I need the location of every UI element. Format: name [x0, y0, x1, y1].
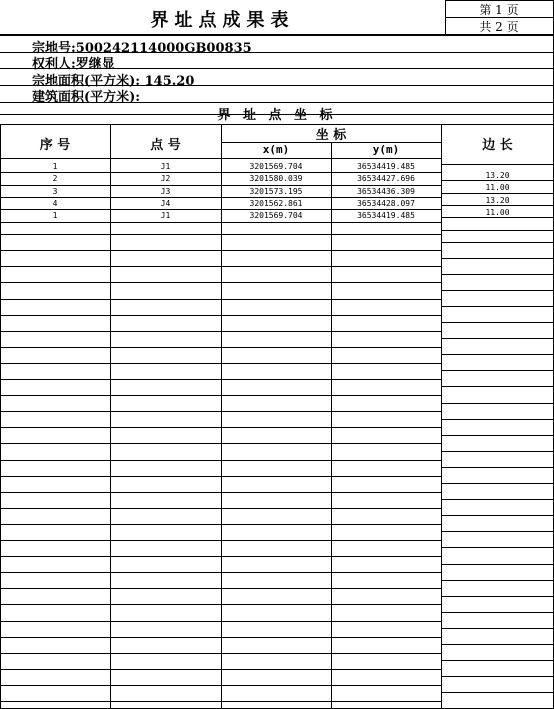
cell-point: J3 — [160, 186, 171, 196]
cell-point: J4 — [160, 198, 171, 208]
section-title: 界 址 点 坐 标 — [217, 108, 337, 123]
page-current: 第 1 页 — [479, 3, 519, 17]
grid-line — [0, 363, 441, 364]
grid-line — [0, 588, 441, 589]
grid-line — [0, 315, 441, 316]
grid-line — [0, 653, 441, 654]
grid-line — [441, 274, 554, 275]
grid-line — [441, 660, 554, 661]
cell-y: 36534428.097 — [357, 198, 415, 208]
header-x: x(m) — [262, 143, 290, 156]
grid-line — [0, 234, 441, 235]
grid-line — [0, 460, 441, 461]
grid-line — [441, 580, 554, 581]
grid-line — [0, 114, 554, 115]
grid-line — [0, 701, 441, 702]
grid-line — [441, 370, 554, 371]
grid-line — [0, 172, 441, 173]
header-seq: 序 号 — [39, 138, 71, 153]
cell-x: 3201569.704 — [249, 211, 303, 221]
grid-line — [441, 564, 554, 565]
cell-y: 36534419.485 — [357, 162, 415, 171]
grid-line — [441, 499, 554, 500]
cell-seq: 1 — [52, 211, 58, 221]
cell-x: 3201562.861 — [249, 198, 303, 208]
grid-line — [441, 124, 442, 709]
cell-y: 36534419.485 — [357, 211, 415, 221]
grid-line — [0, 102, 554, 103]
grid-line — [441, 258, 554, 259]
grid-line — [0, 299, 441, 300]
parcel-number: 宗地号:500242114000GB00835 — [32, 41, 252, 56]
grid-line — [441, 451, 554, 452]
grid-line — [441, 676, 554, 677]
grid-line — [441, 322, 554, 323]
cell-point: J2 — [160, 174, 171, 184]
cell-x: 3201580.039 — [249, 174, 303, 184]
grid-line — [441, 164, 554, 165]
cell-y: 36534427.696 — [357, 174, 415, 184]
grid-line — [441, 547, 554, 548]
grid-line — [0, 52, 554, 53]
grid-line — [0, 185, 441, 186]
cell-side-length: 13.20 — [485, 195, 510, 205]
grid-line — [441, 354, 554, 355]
cell-x: 3201573.195 — [249, 186, 303, 196]
grid-line — [0, 331, 441, 332]
grid-line — [0, 427, 441, 428]
grid-line — [0, 476, 441, 477]
grid-line — [0, 443, 441, 444]
grid-line — [441, 193, 554, 194]
grid-line — [0, 379, 441, 380]
grid-line — [441, 338, 554, 339]
grid-line — [441, 483, 554, 484]
header-y: y(m) — [372, 143, 400, 156]
grid-line — [441, 467, 554, 468]
cell-side-length: 11.00 — [485, 207, 510, 217]
page-total: 共 2 页 — [479, 20, 519, 34]
grid-line — [441, 692, 554, 693]
grid-line — [441, 217, 554, 218]
grid-line — [441, 435, 554, 436]
grid-line — [441, 531, 554, 532]
grid-line — [0, 34, 554, 36]
sheet-title: 界址点成果表 — [150, 10, 295, 31]
cell-y: 36534436.309 — [357, 186, 415, 196]
grid-line — [0, 508, 441, 509]
grid-line — [441, 205, 554, 206]
header-coord: 坐 标 — [315, 128, 347, 143]
grid-line — [445, 0, 554, 1]
grid-line — [0, 540, 441, 541]
grid-line — [0, 556, 441, 557]
grid-line — [441, 596, 554, 597]
grid-line — [0, 524, 441, 525]
parcel-area: 宗地面积(平方米): 145.20 — [32, 74, 195, 89]
grid-line — [441, 180, 554, 181]
owner-name: 权利人:罗继显 — [32, 57, 115, 72]
cell-point: J1 — [160, 162, 171, 171]
grid-line — [0, 222, 441, 223]
grid-line — [441, 628, 554, 629]
grid-line — [441, 242, 554, 243]
cell-side-length: 11.00 — [485, 183, 510, 193]
cell-seq: 4 — [52, 198, 58, 208]
grid-line — [331, 142, 332, 709]
grid-line — [441, 306, 554, 307]
grid-line — [0, 669, 441, 670]
cell-side-length: 13.20 — [485, 171, 510, 180]
cell-x: 3201569.704 — [249, 162, 303, 171]
grid-line — [0, 266, 441, 267]
grid-line — [0, 68, 554, 69]
grid-line — [441, 515, 554, 516]
header-side: 边 长 — [482, 138, 513, 153]
grid-line — [445, 0, 446, 34]
grid-line — [0, 197, 441, 198]
grid-line — [441, 403, 554, 404]
grid-line — [0, 492, 441, 493]
grid-line — [0, 637, 441, 638]
grid-line — [0, 124, 554, 125]
grid-line — [0, 250, 441, 251]
header-point: 点 号 — [150, 138, 181, 153]
grid-line — [0, 85, 554, 86]
grid-line — [0, 282, 441, 283]
grid-line — [0, 621, 441, 622]
grid-line — [441, 230, 554, 231]
building-area: 建筑面积(平方米): — [32, 90, 141, 105]
grid-line — [445, 17, 554, 18]
grid-line — [0, 411, 441, 412]
grid-line — [441, 290, 554, 291]
grid-line — [0, 209, 441, 210]
cell-seq: 1 — [52, 162, 58, 171]
grid-line — [0, 395, 441, 396]
grid-line — [0, 572, 441, 573]
grid-line — [441, 612, 554, 613]
grid-line — [0, 685, 441, 686]
grid-line — [0, 347, 441, 348]
grid-line — [441, 644, 554, 645]
grid-line — [441, 419, 554, 420]
cell-seq: 3 — [52, 186, 58, 196]
cell-seq: 2 — [52, 174, 58, 184]
grid-line — [0, 604, 441, 605]
grid-line — [441, 386, 554, 387]
cell-point: J1 — [160, 211, 171, 221]
